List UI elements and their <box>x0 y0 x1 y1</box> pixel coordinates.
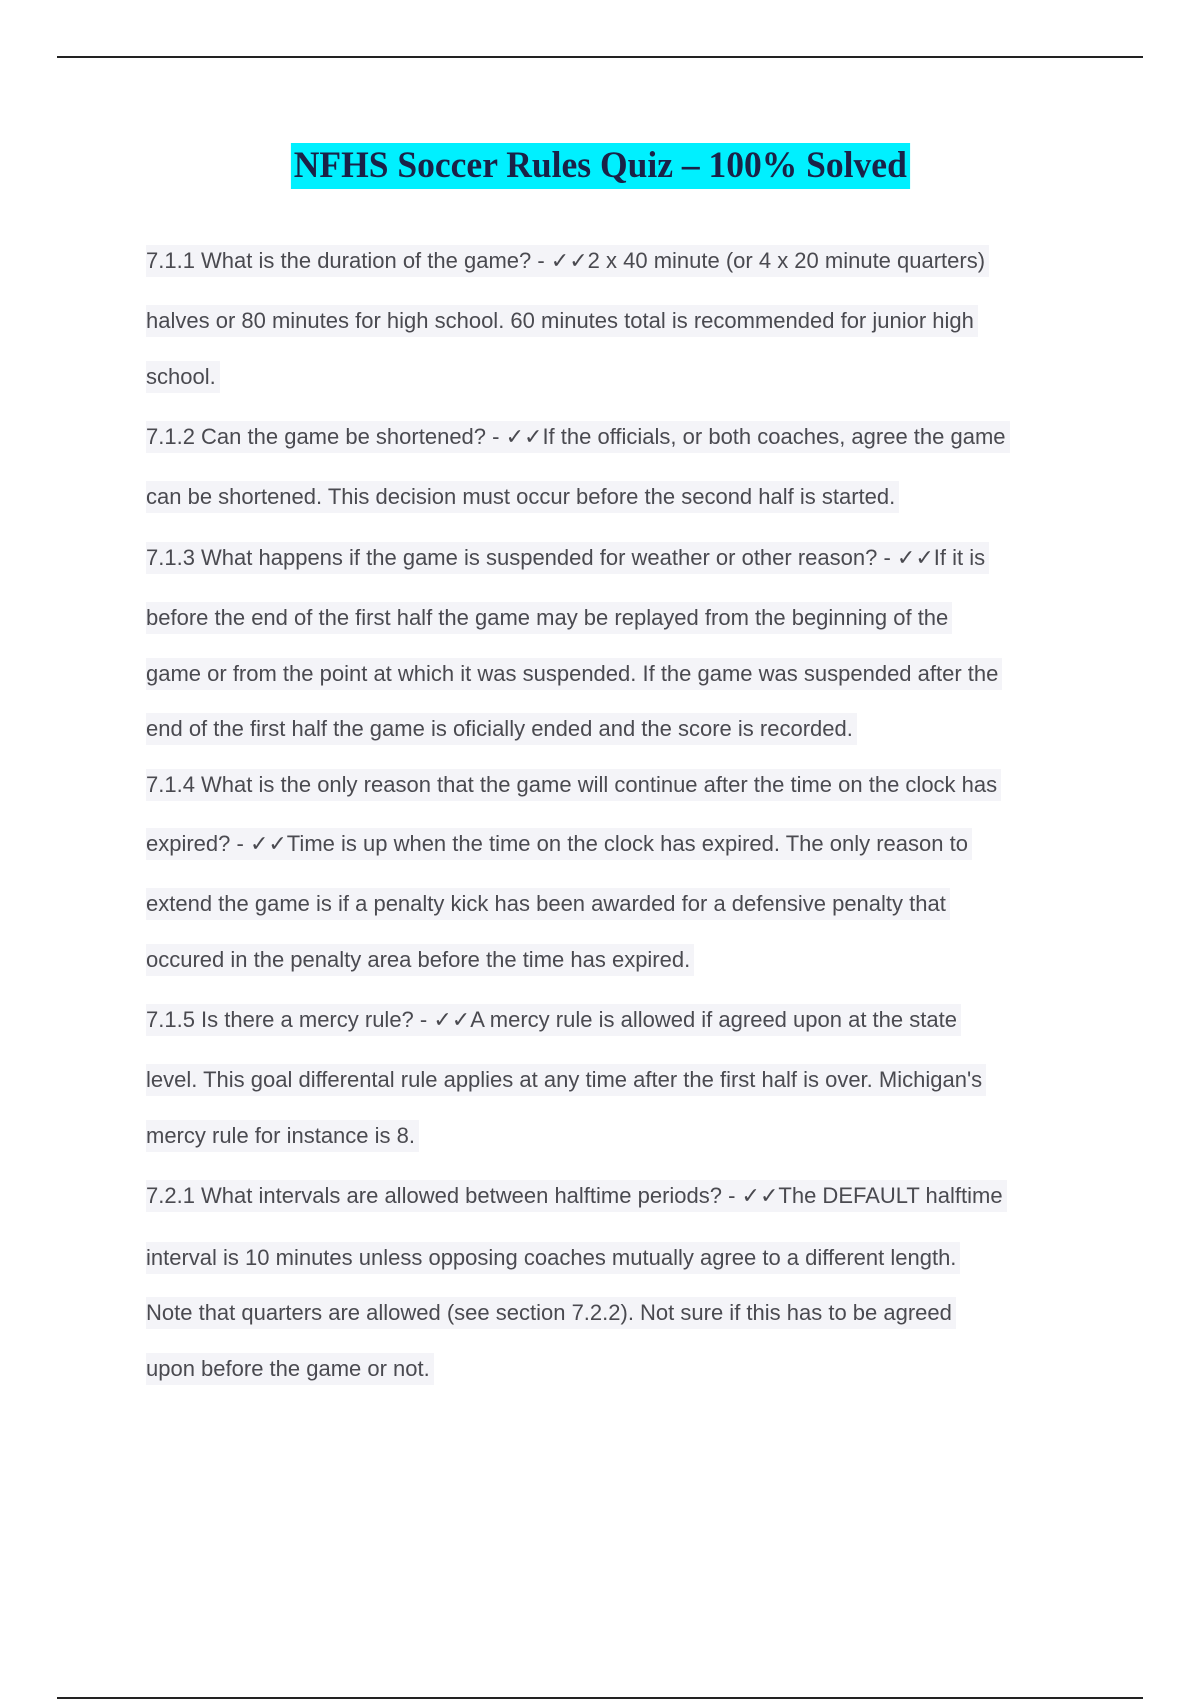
bottom-rule <box>57 1697 1143 1699</box>
text-line: 7.1.4 What is the only reason that the game will continue after the time on the clock has <box>146 769 1001 801</box>
text-line: 7.2.1 What intervals are allowed between halftime periods? - ✓✓The DEFAULT halftime <box>146 1180 1007 1212</box>
title-block <box>0 143 1200 189</box>
text-line: 7.1.1 What is the duration of the game? - ✓✓2 x 40 minute (or 4 x 20 minute quarters) <box>146 245 989 277</box>
text-line: extend the game is if a penalty kick has been awarded for a defensive penalty that <box>146 888 950 920</box>
text-line: interval is 10 minutes unless opposing coaches mutually agree to a different length. <box>146 1242 960 1274</box>
top-rule <box>57 56 1143 58</box>
document-title: NFHS Soccer Rules Quiz – 100% Solved <box>291 143 910 189</box>
text-line: game or from the point at which it was suspended. If the game was suspended after the <box>146 658 1002 690</box>
text-line: upon before the game or not. <box>146 1353 434 1385</box>
text-line: before the end of the first half the game may be replayed from the beginning of the <box>146 602 952 634</box>
text-line: occured in the penalty area before the time has expired. <box>146 944 694 976</box>
text-line: 7.1.2 Can the game be shortened? - ✓✓If the officials, or both coaches, agree the game <box>146 421 1010 453</box>
text-line: mercy rule for instance is 8. <box>146 1120 419 1152</box>
text-line: Note that quarters are allowed (see section 7.2.2). Not sure if this has to be agreed <box>146 1297 956 1329</box>
text-line: end of the first half the game is oficially ended and the score is recorded. <box>146 713 857 745</box>
text-line: expired? - ✓✓Time is up when the time on the clock has expired. The only reason to <box>146 828 972 860</box>
text-line: 7.1.5 Is there a mercy rule? - ✓✓A mercy rule is allowed if agreed upon at the state <box>146 1004 961 1036</box>
text-line: 7.1.3 What happens if the game is suspended for weather or other reason? - ✓✓If it is <box>146 542 989 574</box>
text-line: level. This goal differental rule applies at any time after the first half is over. Michigan's <box>146 1064 986 1096</box>
text-line: school. <box>146 361 220 393</box>
text-line: can be shortened. This decision must occur before the second half is started. <box>146 481 899 513</box>
text-line: halves or 80 minutes for high school. 60 minutes total is recommended for junior high <box>146 305 978 337</box>
